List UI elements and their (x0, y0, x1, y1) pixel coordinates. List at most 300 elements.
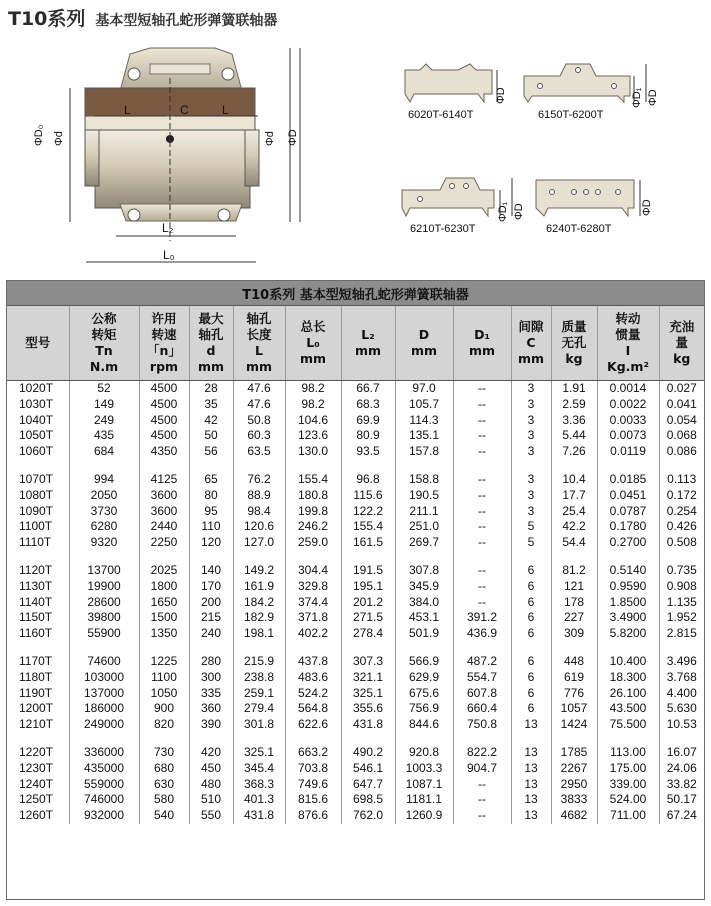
table-cell: 580 (139, 792, 189, 808)
table-cell: 123.6 (285, 428, 341, 444)
table-cell: 1260.9 (395, 808, 453, 824)
table-cell: 321.1 (341, 670, 395, 686)
column-header (285, 306, 341, 381)
table-cell: 137000 (69, 686, 139, 702)
table-cell: 1240T (7, 777, 69, 793)
table-cell: 431.8 (341, 717, 395, 733)
table-cell: -- (453, 579, 511, 595)
table-row (7, 745, 704, 761)
dim-L2: L₂ (162, 221, 174, 235)
group-spacer (7, 642, 704, 654)
table-cell: 2440 (139, 519, 189, 535)
column-header-line: 「n」 (147, 343, 181, 358)
table-cell: 1181.1 (395, 792, 453, 808)
column-header-line: N.m (89, 359, 119, 374)
table-cell: 95 (189, 504, 233, 520)
table-cell: 675.6 (395, 686, 453, 702)
table-cell: 246.2 (285, 519, 341, 535)
table-cell: 647.7 (341, 777, 395, 793)
table-cell: 115.6 (341, 488, 395, 504)
table-cell: 93.5 (341, 444, 395, 460)
table-cell: 56 (189, 444, 233, 460)
table-cell: -- (453, 413, 511, 429)
table-cell: 339.00 (597, 777, 659, 793)
table-cell: 1170T (7, 654, 69, 670)
table-cell: 0.2700 (597, 535, 659, 551)
table-row (7, 504, 704, 520)
table-cell: 301.8 (233, 717, 285, 733)
column-header-line: D₁ (474, 327, 490, 342)
table-cell: 4682 (551, 808, 597, 824)
table-cell: 67.24 (666, 808, 697, 823)
variant-dim: ΦD (647, 89, 659, 106)
column-header-line: 充油 (669, 319, 695, 334)
table-cell: 2250 (139, 535, 189, 551)
dim-d: Φd (53, 131, 65, 146)
column-header-line: mm (354, 343, 382, 358)
table-cell: 5 (511, 519, 551, 535)
table-cell: 1200T (7, 701, 69, 717)
table-cell: 1150T (7, 610, 69, 626)
table-cell: 540 (139, 808, 189, 824)
table-cell: 26.100 (597, 686, 659, 702)
table-cell: 211.1 (395, 504, 453, 520)
table-cell: 360 (189, 701, 233, 717)
table-cell: 39800 (69, 610, 139, 626)
table-cell: 66.7 (341, 381, 395, 397)
table-row (7, 397, 704, 413)
dim-L0: L₀ (163, 248, 175, 262)
table-cell: 559000 (69, 777, 139, 793)
table-cell: 390 (189, 717, 233, 733)
table-cell: 3 (511, 488, 551, 504)
table-cell: 155.4 (285, 472, 341, 488)
table-cell: 1160T (7, 626, 69, 642)
table-cell: 33.82 (666, 776, 697, 791)
column-header-line: 转速 (151, 327, 177, 342)
table-cell: -- (453, 472, 511, 488)
table-cell: 186000 (69, 701, 139, 717)
table-cell: 3600 (139, 504, 189, 520)
table-cell: 249 (69, 413, 139, 429)
table-cell: 6 (511, 579, 551, 595)
table-cell: 1.91 (551, 381, 597, 397)
table-cell: -- (453, 488, 511, 504)
column-header-line: 轴孔 (198, 327, 224, 342)
table-cell: 60.3 (233, 428, 285, 444)
table-cell: 932000 (69, 808, 139, 824)
table-cell: 16.07 (666, 744, 697, 759)
table-cell: 335 (189, 686, 233, 702)
table-cell: -- (453, 777, 511, 793)
table-cell: 1050T (7, 428, 69, 444)
table-cell: 698.5 (341, 792, 395, 808)
table-cell: 355.6 (341, 701, 395, 717)
variant-label: 6240T-6280T (546, 223, 612, 235)
table-cell: 114.3 (395, 413, 453, 429)
group-spacer (7, 460, 704, 472)
table-cell: 1230T (7, 761, 69, 777)
table-cell: 13 (511, 717, 551, 733)
column-header-line: 量 (675, 335, 688, 350)
table-cell: 149.2 (233, 563, 285, 579)
column-header-line: kg (565, 351, 583, 366)
table-cell: 74600 (69, 654, 139, 670)
table-cell: 680 (139, 761, 189, 777)
variant-dim: ΦD₁ (631, 87, 643, 108)
table-cell: 6 (511, 670, 551, 686)
variant-6150-6200 (524, 64, 659, 121)
table-cell: 13 (511, 808, 551, 824)
table-row (7, 579, 704, 595)
table-cell: 4500 (139, 397, 189, 413)
column-header-line: I (625, 343, 631, 358)
table-cell: 0.041 (666, 396, 697, 411)
table-cell: 1090T (7, 504, 69, 520)
table-row (7, 670, 704, 686)
table-cell: 1060T (7, 444, 69, 460)
column-header-line: 长度 (246, 327, 272, 342)
table-cell: 300 (189, 670, 233, 686)
table-cell: 550 (189, 808, 233, 824)
table-cell: 80 (189, 488, 233, 504)
table-cell: 104.6 (285, 413, 341, 429)
table-title: T10系列 基本型短轴孔蛇形弹簧联轴器 (7, 281, 704, 306)
table-cell: 1.135 (666, 594, 697, 609)
table-cell: 0.068 (666, 428, 697, 443)
table-cell: 50 (189, 428, 233, 444)
column-header-line: mm (197, 359, 225, 374)
table-cell: -- (453, 519, 511, 535)
table-cell: 259.0 (285, 535, 341, 551)
table-cell: 52 (69, 381, 139, 397)
column-header-line: 转动 (615, 311, 641, 326)
table-cell: 3.496 (666, 653, 697, 668)
table-cell: 4500 (139, 381, 189, 397)
table-cell: -- (453, 381, 511, 397)
table-cell: 554.7 (453, 670, 511, 686)
table-cell: 130.0 (285, 444, 341, 460)
column-header-line: D (418, 327, 430, 342)
variant-6210-6230 (402, 178, 525, 235)
table-cell: 76.2 (233, 472, 285, 488)
table-cell: 113.00 (597, 745, 659, 761)
table-cell: 3.768 (666, 669, 697, 684)
table-cell: 2267 (551, 761, 597, 777)
product-name: 基本型短轴孔蛇形弹簧联轴器 (95, 13, 278, 29)
table-cell: 490.2 (341, 745, 395, 761)
table-row (7, 808, 704, 824)
table-cell: 436.9 (453, 626, 511, 642)
table-cell: 280 (189, 654, 233, 670)
table-cell: 564.8 (285, 701, 341, 717)
table-cell: 0.0119 (597, 444, 659, 460)
table-cell: 0.5140 (597, 563, 659, 579)
table-cell: 191.5 (341, 563, 395, 579)
table-cell: 54.4 (551, 535, 597, 551)
table-cell: 5.44 (551, 428, 597, 444)
table-cell: 435000 (69, 761, 139, 777)
dim-d0: ΦD₀ (33, 124, 45, 146)
table-cell: 0.0022 (597, 397, 659, 413)
table-cell: 190.5 (395, 488, 453, 504)
column-header (551, 306, 597, 381)
table-row (7, 535, 704, 551)
table-cell: 431.8 (233, 808, 285, 824)
column-header-line: d (206, 343, 216, 358)
table-cell: 401.3 (233, 792, 285, 808)
table-cell: 199.8 (285, 504, 341, 520)
column-header-line: 型号 (25, 335, 51, 350)
table-cell: 80.9 (341, 428, 395, 444)
table-cell: 215.9 (233, 654, 285, 670)
table-cell: 1100T (7, 519, 69, 535)
table-row (7, 717, 704, 733)
table-cell: 269.7 (395, 535, 453, 551)
table-cell: 307.3 (341, 654, 395, 670)
table-cell: 920.8 (395, 745, 453, 761)
table-cell: 249000 (69, 717, 139, 733)
table-cell: 1250T (7, 792, 69, 808)
table-cell: 97.0 (395, 381, 453, 397)
table-cell: 1.8500 (597, 595, 659, 611)
table-cell: 501.9 (395, 626, 453, 642)
table-cell: 325.1 (341, 686, 395, 702)
column-header (395, 306, 453, 381)
column-header (453, 306, 511, 381)
table-cell: 96.8 (341, 472, 395, 488)
table-cell: 2.59 (551, 397, 597, 413)
dim-C: C (180, 103, 189, 117)
table-cell: 4500 (139, 428, 189, 444)
table-cell: 110 (189, 519, 233, 535)
table-cell: 1800 (139, 579, 189, 595)
coupling-diagram (0, 36, 711, 276)
table-row (7, 488, 704, 504)
table-cell: 711.00 (597, 808, 659, 824)
table-cell: 42 (189, 413, 233, 429)
table-cell: 98.2 (285, 397, 341, 413)
table-cell: 98.2 (285, 381, 341, 397)
table-cell: 336000 (69, 745, 139, 761)
table-cell: 149 (69, 397, 139, 413)
table-cell: 2025 (139, 563, 189, 579)
table-cell: 566.9 (395, 654, 453, 670)
column-header (139, 306, 189, 381)
table-cell: 435 (69, 428, 139, 444)
table-row (7, 519, 704, 535)
table-cell: 75.500 (597, 717, 659, 733)
table-cell: 201.2 (341, 595, 395, 611)
table-cell: 437.8 (285, 654, 341, 670)
table-header-row (7, 306, 704, 381)
table-cell: 127.0 (233, 535, 285, 551)
table-cell: 3 (511, 397, 551, 413)
table-row (7, 701, 704, 717)
table-cell: 4125 (139, 472, 189, 488)
column-header-line: L₂ (361, 327, 375, 342)
column-header-line: 许用 (151, 311, 177, 326)
table-cell: 2950 (551, 777, 597, 793)
table-cell: 6 (511, 595, 551, 611)
table-cell: 55900 (69, 626, 139, 642)
table-cell: 368.3 (233, 777, 285, 793)
table-cell: 5.630 (666, 701, 697, 716)
table-cell: 0.0073 (597, 428, 659, 444)
table-cell: 9320 (69, 535, 139, 551)
table-cell: 98.4 (233, 504, 285, 520)
variant-dim: ΦD (495, 87, 507, 104)
table-cell: 663.2 (285, 745, 341, 761)
column-header-line: 最大 (198, 311, 224, 326)
table-cell: 63.5 (233, 444, 285, 460)
table-cell: 65 (189, 472, 233, 488)
table-cell: 0.054 (666, 412, 697, 427)
table-cell: 47.6 (233, 397, 285, 413)
table-cell: 904.7 (453, 761, 511, 777)
table-cell: 122.2 (341, 504, 395, 520)
table-cell: 0.426 (666, 519, 697, 534)
table-cell: 7.26 (551, 444, 597, 460)
table-cell: 43.500 (597, 701, 659, 717)
variant-label: 6020T-6140T (408, 109, 474, 121)
dim-D: ΦD (287, 129, 299, 146)
table-cell: 238.8 (233, 670, 285, 686)
table-cell: 420 (189, 745, 233, 761)
table-cell: 18.300 (597, 670, 659, 686)
page-header (8, 4, 277, 34)
table-cell: 135.1 (395, 428, 453, 444)
column-header-line: Tn (95, 343, 113, 358)
table-cell: 1030T (7, 397, 69, 413)
table-cell: 13 (511, 777, 551, 793)
table-cell: 2050 (69, 488, 139, 504)
table-cell: 994 (69, 472, 139, 488)
table-cell: 0.1780 (597, 519, 659, 535)
table-row (7, 563, 704, 579)
table-cell: 815.6 (285, 792, 341, 808)
table-cell: 3 (511, 413, 551, 429)
table-cell: 1225 (139, 654, 189, 670)
table-cell: 6 (511, 701, 551, 717)
table-cell: 4500 (139, 413, 189, 429)
table-cell: 1050 (139, 686, 189, 702)
column-header-line: mm (245, 359, 273, 374)
column-header-line: rpm (149, 359, 179, 374)
table-cell: 161.5 (341, 535, 395, 551)
table-cell: 227 (551, 610, 597, 626)
table-cell: 1190T (7, 686, 69, 702)
table-cell: 6 (511, 563, 551, 579)
table-row (7, 792, 704, 808)
table-cell: 3 (511, 428, 551, 444)
table-cell: 756.9 (395, 701, 453, 717)
table-cell: 325.1 (233, 745, 285, 761)
table-cell: 1087.1 (395, 777, 453, 793)
table-cell: -- (453, 444, 511, 460)
table-cell: 28 (189, 381, 233, 397)
coupling-drawing (33, 48, 300, 262)
column-header (69, 306, 139, 381)
table-cell: 1500 (139, 610, 189, 626)
variant-label: 6150T-6200T (538, 109, 604, 121)
table-cell: 2.815 (666, 626, 697, 641)
table-cell: 158.8 (395, 472, 453, 488)
table-cell: 1260T (7, 808, 69, 824)
table-cell: 10.400 (597, 654, 659, 670)
variant-6240-6280 (536, 180, 653, 235)
table-cell: 1040T (7, 413, 69, 429)
table-cell: 776 (551, 686, 597, 702)
table-cell: 0.0787 (597, 504, 659, 520)
column-header-line: 轴孔 (246, 311, 272, 326)
table-cell: 746000 (69, 792, 139, 808)
table-cell: 182.9 (233, 610, 285, 626)
column-header-line: 惯量 (615, 327, 641, 342)
table-cell: 1080T (7, 488, 69, 504)
column-header-line: 转矩 (91, 327, 117, 342)
table-cell: 200 (189, 595, 233, 611)
column-header-line: kg (673, 351, 691, 366)
table-cell: 3 (511, 472, 551, 488)
table-cell: 3600 (139, 488, 189, 504)
table-cell: 3833 (551, 792, 597, 808)
variant-dim: ΦD (641, 199, 653, 216)
table-cell: 278.4 (341, 626, 395, 642)
table-cell: 198.1 (233, 626, 285, 642)
variant-6020-6140 (405, 64, 507, 121)
table-row (7, 595, 704, 611)
group-spacer (7, 733, 704, 745)
table-row (7, 472, 704, 488)
table-cell: 607.8 (453, 686, 511, 702)
table-cell: 69.9 (341, 413, 395, 429)
table-cell: 3 (511, 444, 551, 460)
table-cell: 24.06 (666, 760, 697, 775)
table-cell: -- (453, 595, 511, 611)
table-cell: 4350 (139, 444, 189, 460)
table-cell: 17.7 (551, 488, 597, 504)
table-cell: 329.8 (285, 579, 341, 595)
table-cell: 157.8 (395, 444, 453, 460)
table-cell: 0.113 (667, 471, 697, 486)
table-cell: 844.6 (395, 717, 453, 733)
table-cell: 1350 (139, 626, 189, 642)
table-cell: 309 (551, 626, 597, 642)
column-header (659, 306, 704, 381)
column-header-line: mm (468, 343, 496, 358)
table-cell: 749.6 (285, 777, 341, 793)
table-cell: 3 (511, 381, 551, 397)
table-cell: 50.8 (233, 413, 285, 429)
table-cell: 0.0014 (597, 381, 659, 397)
table-cell: 240 (189, 626, 233, 642)
table-cell: -- (453, 535, 511, 551)
table-cell: 0.0033 (597, 413, 659, 429)
table-cell: 0.508 (666, 535, 697, 550)
table-row (7, 428, 704, 444)
table-row (7, 686, 704, 702)
table-row (7, 626, 704, 642)
column-header (511, 306, 551, 381)
table-row (7, 761, 704, 777)
table-cell: 0.172 (666, 487, 697, 502)
table-cell: 1130T (7, 579, 69, 595)
table-cell: 35 (189, 397, 233, 413)
column-header-line: 间隙 (518, 319, 544, 334)
table-cell: 140 (189, 563, 233, 579)
table-cell: 5 (511, 535, 551, 551)
